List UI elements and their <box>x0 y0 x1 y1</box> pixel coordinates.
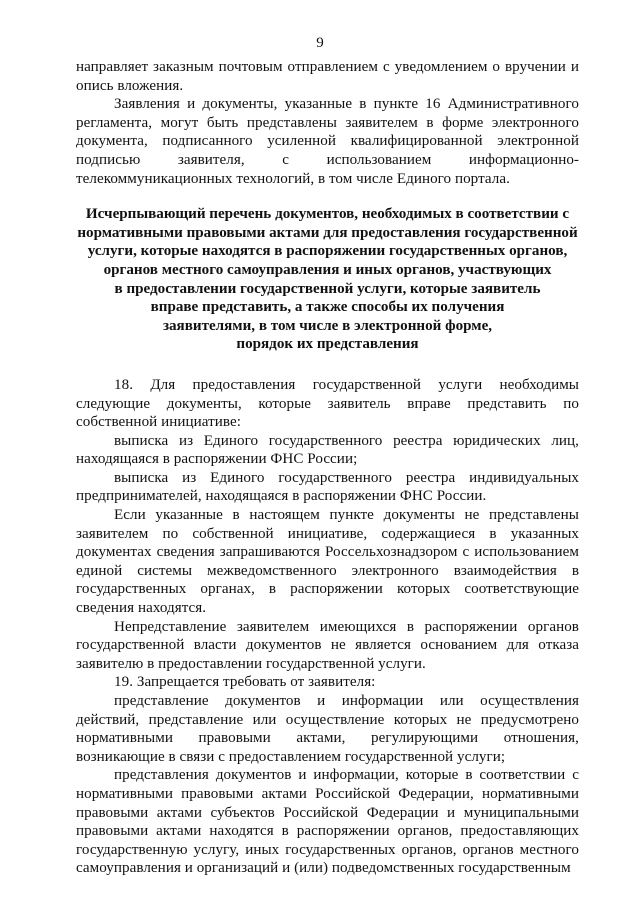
paragraph-nonsubmission: Непредставление заявителем имеющихся в распоряжении органов государственной власти документов не является основанием для отказа заявителю в предоставлении государственной услуги. <box>76 618 579 672</box>
document-body <box>76 58 579 878</box>
heading-line: вправе представить, а также способы их получения <box>150 299 505 316</box>
paragraph-19-item-b: представления документов и информации, которые в соответствии с нормативными правовыми актами Российской Федерации, нормативными правовыми актами субъектов Российской Федерации и муниципальными правовыми актами находятся в распоряжении органов, предоставляющих государственную услугу, иных государственных органов, органов местного самоуправления и организаций и (или) подведомственных государственным <box>76 767 579 877</box>
heading-line: в предоставлении государственной услуги, которые заявитель <box>114 280 541 297</box>
paragraph-18: 18. Для предоставления государственной услуги необходимы следующие документы, которые заявитель вправе представить по собственной инициативе: <box>76 376 579 431</box>
heading-line: заявителями, в том числе в электронной форме, <box>162 317 493 334</box>
page-number: 9 <box>316 35 324 51</box>
paragraph-19: 19. Запрещается требовать от заявителя: <box>114 674 376 691</box>
paragraph-egrul-extract: выписка из Единого государственного реестра юридических лиц, находящаяся в распоряжении ФНС России; <box>76 432 579 468</box>
heading-line: порядок их представления <box>236 336 419 353</box>
section-heading <box>76 205 579 354</box>
paragraph-interagency-request: Если указанные в настоящем пункте документы не представлены заявителем по собственной инициативе, содержащиеся в указанных документах сведения запрашиваются Россельхознадзором с использованием единой системы межведомственного электронного взаимодействия в государственных органах, в распоряжении которых соответствующие сведения находятся. <box>76 507 579 617</box>
paragraph-continued: направляет заказным почтовым отправлением с уведомлением о вручении и опись вложения. <box>76 59 579 94</box>
heading-line: органов местного самоуправления и иных органов, участвующих <box>103 261 552 278</box>
heading-line: Исчерпывающий перечень документов, необходимых в соответствии с <box>85 206 570 223</box>
paragraph-electronic-form: Заявления и документы, указанные в пункте 16 Административного регламента, могут быть представлены заявителем в форме электронного документа, подписанного усиленной квалифицированной электронной подписью заявителя, с использованием информационно-телекоммуникационных технологий, в том числе Единого портала. <box>76 96 579 187</box>
heading-line: нормативными правовыми актами для предоставления государственной <box>77 224 578 241</box>
paragraph-19-item-a: представление документов и информации или осуществления действий, представление или осуществление которых не предусмотрено нормативными правовыми актами, регулирующими отношения, возникающие в связи с предоставлением государственной услуги; <box>76 693 579 765</box>
heading-line: услуги, которые находятся в распоряжении государственных органов, <box>87 243 568 260</box>
paragraph-egrip-extract: выписка из Единого государственного реестра индивидуальных предпринимателей, находящаяся в распоряжении ФНС России. <box>76 469 579 505</box>
